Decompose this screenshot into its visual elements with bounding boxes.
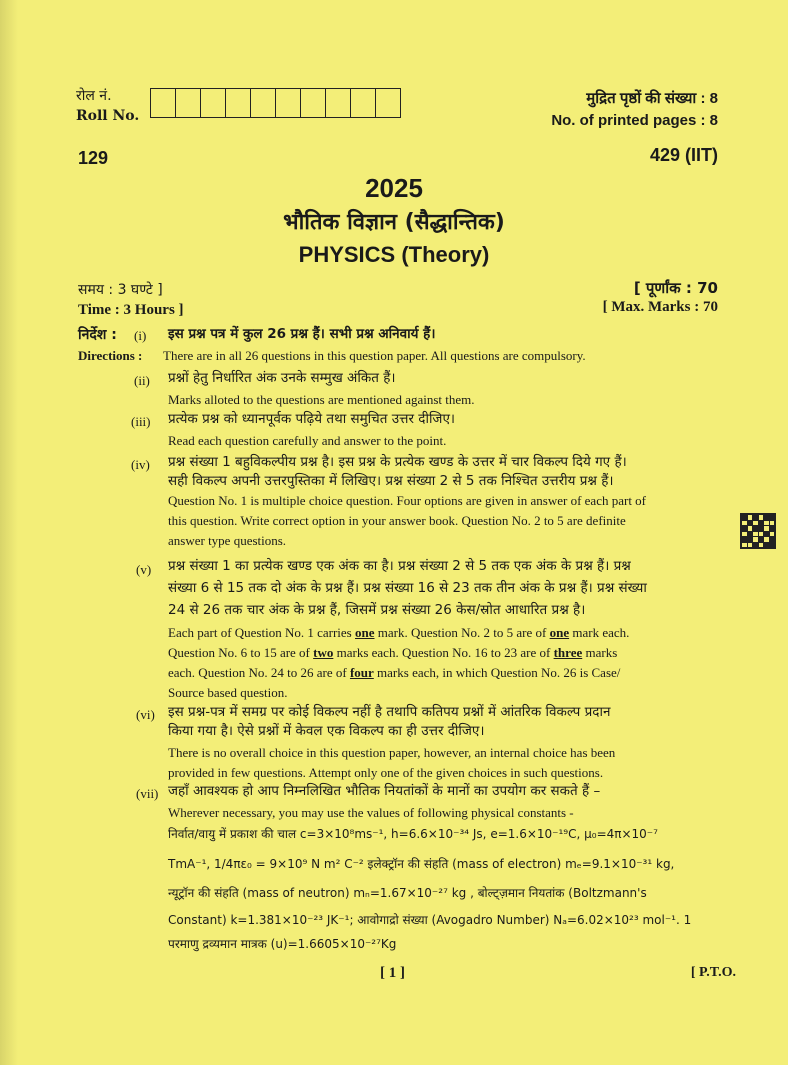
constants-line1: निर्वात/वायु में प्रकाश की चाल c=3×10⁸ms⁻¹, h=6.6×10⁻³⁴ Js, e=1.6×10⁻¹⁹C, μ₀=4π×10⁻⁷ xyxy=(168,827,658,841)
roll-digit-box[interactable] xyxy=(301,89,326,117)
subject-title-english: PHYSICS (Theory) xyxy=(298,242,490,267)
directions-label-hindi: निर्देश : xyxy=(78,327,117,343)
subject-title-hindi: भौतिक विज्ञान (सैद्धान्तिक) xyxy=(283,210,505,235)
direction-vi-english-line2: provided in few questions. Attempt only one of the given choices in such questions. xyxy=(168,765,604,780)
exam-year: 2025 xyxy=(365,173,423,203)
direction-v-hindi-line3: 24 से 26 तक चार अंक के प्रश्न हैं, जिसमें प्रश्न संख्या 26 केस/स्रोत आधारित प्रश्न है। xyxy=(168,602,586,618)
roll-digit-box[interactable] xyxy=(351,89,376,117)
constants-line5: परमाणु द्रव्यमान मात्रक (u)=1.6605×10⁻²⁷Kg xyxy=(168,937,397,951)
direction-ii-hindi: प्रश्नों हेतु निर्धारित अंक उनके सम्मुख अंकित हैं। xyxy=(168,370,396,386)
page-edge xyxy=(0,0,18,1065)
paper-code-right: 429 (IIT) xyxy=(649,145,718,165)
constants-line4: Constant) k=1.381×10⁻²³ JK⁻¹; आवोगाद्रो संख्या (Avogadro Number) Nₐ=6.02×10²³ mol⁻¹. 1 xyxy=(168,913,692,927)
roll-digit-box[interactable] xyxy=(176,89,201,117)
direction-iv-english-line3: answer type questions. xyxy=(168,533,287,548)
direction-v-hindi-line2: संख्या 6 से 15 तक दो अंक के प्रश्न हैं। प्रश्न संख्या 16 से 23 तक तीन अंक के प्रश्न हैं। प्रश्न संख्या xyxy=(168,580,647,596)
direction-iii-hindi: प्रत्येक प्रश्न को ध्यानपूर्वक पढ़िये तथा समुचित उत्तर दीजिए। xyxy=(168,411,456,427)
direction-number: (iii) xyxy=(131,414,151,429)
direction-ii-english: Marks alloted to the questions are mentioned against them. xyxy=(168,392,475,407)
direction-vi-hindi-line1: इस प्रश्न-पत्र में समग्र पर कोई विकल्प नहीं है तथापि कतिपय प्रश्नों में आंतरिक विकल्प प्रदान xyxy=(168,704,611,720)
direction-iv-english-line1: Question No. 1 is multiple choice question. Four options are given in answer of each part of xyxy=(168,493,647,508)
direction-vi-hindi-line2: किया गया है। ऐसे प्रश्नों में केवल एक विकल्प का ही उत्तर दीजिए। xyxy=(168,723,485,739)
max-marks-english: [ Max. Marks : 70 xyxy=(602,299,718,315)
time-hindi: समय : 3 घण्टे ] xyxy=(78,282,163,298)
direction-number: (vii) xyxy=(136,786,159,801)
roll-digit-box[interactable] xyxy=(201,89,226,117)
time-english: Time : 3 Hours ] xyxy=(78,302,184,318)
direction-number: (ii) xyxy=(134,373,150,388)
direction-iv-hindi-line2: सही विकल्प अपनी उत्तरपुस्तिका में लिखिए। प्रश्न संख्या 2 से 5 तक निश्चित उत्तरीय प्रश्न हैं। xyxy=(168,473,614,489)
please-turn-over: [ P.T.O. xyxy=(690,965,736,980)
direction-vi-english-line1: There is no overall choice in this question paper, however, an internal choice has been xyxy=(168,745,616,760)
direction-v-english-line3: each. Question No. 24 to 26 are of four marks each, in which Question No. 26 is Case/ xyxy=(168,665,621,680)
printed-pages-hindi: मुद्रित पृष्ठों की संख्या : 8 xyxy=(586,90,718,107)
roll-digit-box[interactable] xyxy=(251,89,276,117)
roll-number-label xyxy=(76,86,139,126)
direction-i-hindi: इस प्रश्न पत्र में कुल 26 प्रश्न हैं। सभी प्रश्न अनिवार्य हैं। xyxy=(168,326,436,342)
qr-code-icon xyxy=(740,513,776,549)
roll-digit-box[interactable] xyxy=(226,89,251,117)
direction-iv-english-line2: this question. Write correct option in your answer book. Question No. 2 to 5 are definite xyxy=(168,513,626,528)
printed-pages-english: No. of printed pages : 8 xyxy=(551,112,718,129)
direction-iv-hindi-line1: प्रश्न संख्या 1 बहुविकल्पीय प्रश्न है। इस प्रश्न के प्रत्येक खण्ड के उत्तर में चार विकल्प दिये गए हैं। xyxy=(168,454,627,470)
direction-number: (iv) xyxy=(131,457,150,472)
direction-number: (v) xyxy=(136,562,152,577)
direction-number: (i) xyxy=(134,328,147,343)
constants-line2: TmA⁻¹, 1/4πε₀ = 9×10⁹ N m² C⁻² इलेक्ट्रॉन की संहति (mass of electron) mₑ=9.1×10⁻³¹ kg, xyxy=(168,857,675,871)
direction-v-english-line1: Each part of Question No. 1 carries one mark. Question No. 2 to 5 are of one mark each. xyxy=(168,625,630,640)
direction-iii-english: Read each question carefully and answer to the point. xyxy=(168,433,447,448)
page-number: [ 1 ] xyxy=(380,965,405,981)
roll-digit-box[interactable] xyxy=(276,89,301,117)
direction-vii-hindi: जहाँ आवश्यक हो आप निम्नलिखित भौतिक नियतांकों के मानों का उपयोग कर सकते हैं – xyxy=(168,783,601,799)
printed-pages xyxy=(551,88,718,132)
roll-digit-box[interactable] xyxy=(376,89,400,117)
max-marks-hindi: [ पूर्णांक : 70 xyxy=(633,279,718,297)
direction-v-english-line4: Source based question. xyxy=(168,685,288,700)
direction-i-english: There are in all 26 questions in this question paper. All questions are compulsory. xyxy=(163,348,586,363)
direction-vii-english: Wherever necessary, you may use the values of following physical constants - xyxy=(168,805,574,820)
direction-v-english-line2: Question No. 6 to 15 are of two marks each. Question No. 16 to 23 are of three marks xyxy=(168,645,618,660)
paper-code-left: 129 xyxy=(78,148,109,168)
roll-digit-box[interactable] xyxy=(151,89,176,117)
direction-number: (vi) xyxy=(136,707,155,722)
roll-number-boxes[interactable] xyxy=(150,88,401,118)
roll-digit-box[interactable] xyxy=(326,89,351,117)
roll-label-english: Roll No. xyxy=(76,108,140,124)
direction-v-hindi-line1: प्रश्न संख्या 1 का प्रत्येक खण्ड एक अंक का है। प्रश्न संख्या 2 से 5 तक एक अंक के प्रश्न हैं। प्रश्न xyxy=(168,558,631,574)
constants-line3: न्यूट्रॉन की संहति (mass of neutron) mₙ=1.67×10⁻²⁷ kg , बोल्ट्ज़मान नियतांक (Boltzmann's xyxy=(168,886,647,900)
roll-label-hindi: रोल नं. xyxy=(76,88,112,104)
directions-label-english: Directions : xyxy=(78,348,143,363)
